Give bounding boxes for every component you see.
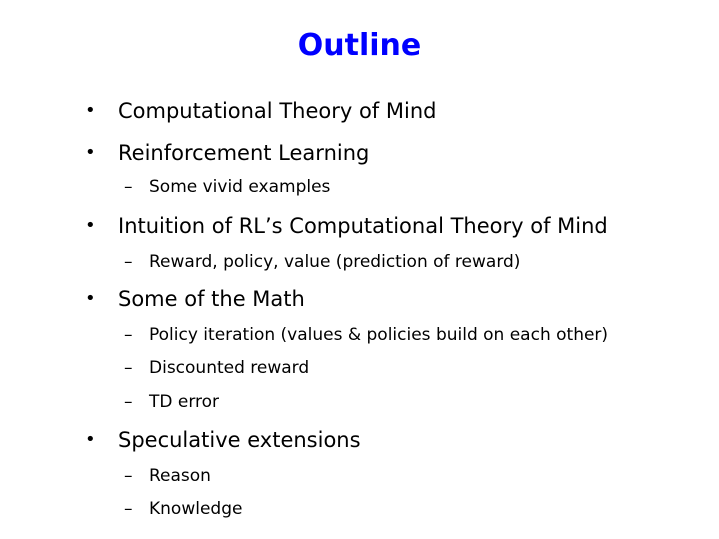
bullet-text: Some of the Math: [118, 287, 305, 311]
sub-item-text: Knowledge: [149, 499, 243, 519]
bullet-icon: •: [85, 215, 96, 236]
bullet-icon: •: [85, 288, 96, 309]
sub-item-text: TD error: [149, 392, 220, 412]
bullet-text: Computational Theory of Mind: [118, 99, 437, 123]
dash-icon: –: [124, 466, 133, 486]
slide-title: Outline: [297, 28, 422, 63]
sub-item-text: Discounted reward: [149, 358, 310, 378]
dash-icon: –: [124, 392, 133, 412]
dash-icon: –: [124, 252, 133, 272]
bullet-icon: •: [85, 142, 96, 163]
sub-item-text: Reward, policy, value (prediction of reward): [149, 252, 521, 272]
dash-icon: –: [124, 499, 133, 519]
sub-item-text: Policy iteration (values & policies build on each other): [149, 325, 609, 345]
bullet-text: Speculative extensions: [118, 428, 361, 452]
bullet-text: Reinforcement Learning: [118, 141, 370, 165]
dash-icon: –: [124, 358, 133, 378]
dash-icon: –: [124, 325, 133, 345]
sub-item-text: Reason: [149, 466, 211, 486]
bullet-icon: •: [85, 429, 96, 450]
bullet-icon: •: [85, 100, 96, 121]
sub-item-text: Some vivid examples: [149, 177, 331, 197]
dash-icon: –: [124, 177, 133, 197]
bullet-text: Intuition of RL’s Computational Theory of Mind: [118, 214, 608, 238]
